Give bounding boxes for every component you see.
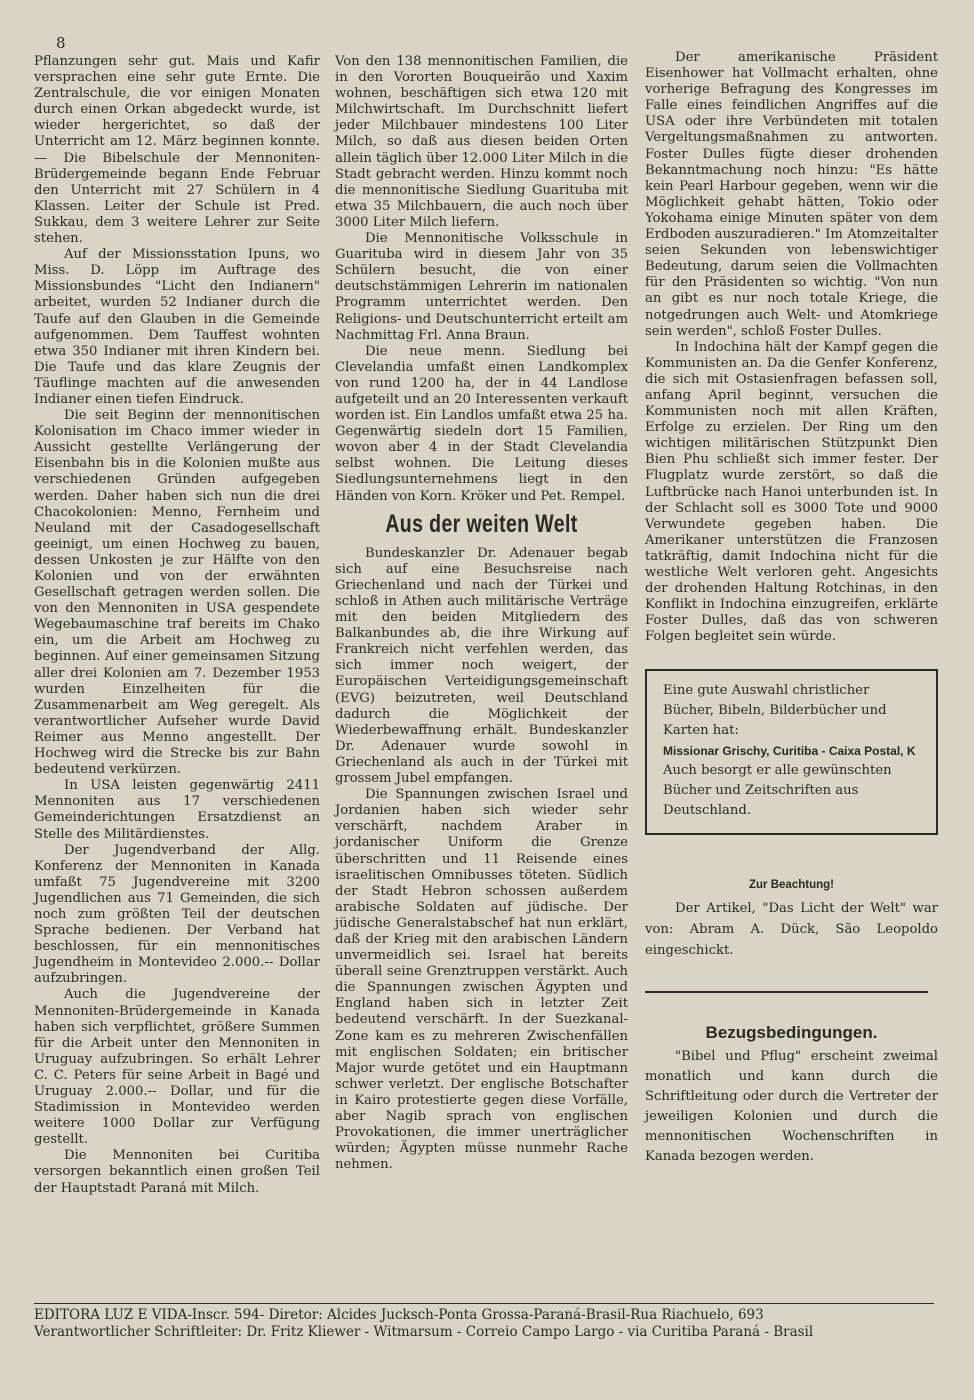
notice-text: Der Artikel, "Das Licht der Welt" war von: Abram A. Dück, São Leopoldo eingeschickt. [645,900,938,958]
paragraph: Von den 138 mennonitischen Familien, die in den Vororten Bouqueirão und Xaxim wohnen, beschäftigen sich etwa 120 mit Milchwirtschaft. Im Durchschnitt liefert jeder Milchbauer mindestens 100 Liter Milch, so daß aus diesen beiden Orten allein täglich über 12.000 Liter Milch in die Stadt gebracht werden. Hinzu kommt noch die mennonitische Siedlung Guarituba mit etwa 35 Milchbauern, die auch noch über 3000 Liter Milch liefern. [335,54,628,230]
imprint-line: EDITORA LUZ E VIDA-Inscr. 594- Diretor: Alcides Jucksch-Ponta Grossa-Paraná-Brasil-Rua Riachuelo, 693 [34,1307,764,1323]
advertisement-box [645,669,938,835]
column-2 [335,54,628,1173]
subscription-title: Bezugsbedingungen. [705,1022,878,1042]
paragraph: Pflanzungen sehr gut. Mais und Kafir versprachen eine sehr gute Ernte. Die Zentralschule, die vor einigen Monaten durch einen Orkan abgedeckt wurde, ist wieder hergerichtet, so daß der Unterricht am 12. März beginnen konnte. — Die Bibelschule der Mennoniten-Brüdergemeinde begann Ende Februar den Unterricht mit 27 Schülern in 4 Klassen. Leiter der Schule ist Pred. Sukkau, dem 3 weitere Lehrer zur Seite stehen. [34,54,320,247]
notice-title: Zur Beachtung! [749,879,834,892]
paragraph: Auf der Missionsstation Ipuns, wo Miss. D. Löpp im Auftrage des Missionsbundes "Licht den Indianern" arbeitet, wurden 52 Indianer durch die Taufe auf den Glauben in die Gemeinde aufgenommen. Dem Tauffest wohnten etwa 350 Indianer mit ihren Kindern bei. Die Taufe und das klare Zeugnis der Täuflinge machten auf die anwesenden Indianer einen tiefen Eindruck. [34,247,320,407]
divider [645,991,928,993]
paragraph: Die neue menn. Siedlung bei Clevelandia umfaßt einen Landkomplex von rund 1200 ha, der in 44 Landlose aufgeteilt und an 20 Interessenten verkauft worden ist. Ein Landlos umfaßt etwa 25 ha. Gegenwärtig siedeln dort 15 Familien, wovon aber 4 in der Stadt Clevelandia selbst wohnen. Die Leitung dieses Siedlungsunternehmens liegt in den Händen von Korn. Kröker und Pet. Rempel. [335,343,628,504]
column-3 [645,50,938,1167]
ad-text: Auch besorgt er alle gewünschten Bücher und Zeitschriften aus Deutschland. [663,763,892,819]
paragraph: Auch die Jugendvereine der Mennoniten-Brüdergemeinde in Kanada haben sich verpflichtet, größere Summen für die Arbeit unter den Mennoniten in Uruguay aufzubringen. So erhält Lehrer C. C. Peters für seine Arbeit in Bagé und Uruguay 2.000.-- Dollar, und für die Stadimission in Montevideo werden weitere 1000 Dollar zur Verfügung gestellt. [34,987,320,1148]
paragraph: In USA leisten gegenwärtig 2411 Mennoniten aus 17 verschiedenen Gemeinderichtungen Ersatzdienst an Stelle des Militärdienstes. [34,778,320,842]
imprint-line: Verantwortlicher Schriftleiter: Dr. Fritz Kliewer - Witmarsum - Correio Campo Largo - via Curitiba Paraná - Brasil [34,1324,814,1340]
column-1 [34,54,320,1197]
paragraph: In Indochina hält der Kampf gegen die Kommunisten an. Da die Genfer Konferenz, die sich mit Ostasienfragen befassen soll, anfang April beginnt, versuchen die Kommunisten noch mit allen Kräften, Erfolge zu erzielen. Der Ring um den wichtigen militärischen Stützpunkt Dien Bien Phu schließt sich immer fester. Der Flugplatz wurde zerstört, so daß die Luftbrücke nach Hanoi unterbunden ist. In der Schlacht soll es 3000 Tote und 9000 Verwundete gegeben haben. Die Amerikaner unterstützen die Franzosen tatkräftig, damit Indochina nicht für die westliche Welt verloren geht. Angesichts der drohenden Haltung Rotchinas, in den Konflikt in Indochina einzugreifen, erklärte Foster Dulles, daß das von schweren Folgen begleitet sein würde. [645,339,938,645]
paragraph: Der amerikanische Präsident Eisenhower hat Vollmacht erhalten, ohne vorherige Befragung des Kongresses im Falle eines feindlichen Angriffes auf die USA oder ihre Verbündeten mit totalen Vergeltungsmaßnahmen zu antworten. Foster Dulles fügte dieser drohenden Bekanntmachung noch hinzu: "Es hätte kein Pearl Harbour gegeben, wenn wir die Möglichkeit gehabt hätten, Tokio oder Yokohama einige Minuten später von dem Erdboden auszuradieren." Im Atomzeitalter seien Sekunden von lebenswichtiger Bedeutung, darum seien die Vollmachten für den Präsidenten so wichtig. "Von nun an gibt es nur noch totale Kriege, die notgedrungen auch Welt- und Atomkriege sein werden", schloß Foster Dulles. [645,50,938,339]
paragraph: Die Mennonitische Volksschule in Guarituba wird in diesem Jahr von 35 Schülern besucht, die von einer deutschstämmigen Lehrerin im nationalen Programm unterrichtet werden. Den Religions- und Deutschunterricht erteilt am Nachmittag Frl. Anna Braun. [335,231,628,343]
ad-contact: Missionar Grischy, Curitiba - Caixa Postal, K [663,744,916,759]
imprint-footer [34,1303,934,1341]
paragraph: Die Spannungen zwischen Israel und Jordanien haben sich wieder sehr verschärft, nachdem Araber in jordanischer Uniform die Grenze überschritten und 11 Reisende eines israelitischen Omnibusses töteten. Südlich der Stadt Hebron schossen außerdem arabische Soldaten auf jüdische. Der jüdische Generalstabschef hat nun erklärt, daß der Krieg mit den arabischen Ländern unvermeidlich sei. Israel hat bereits überall seine Grenztruppen verstärkt. Auch die Spannungen zwischen Ägypten und England haben sich in letzter Zeit bedeutend verschärft. In der Suezkanal-Zone kam es zu mehreren Zwischenfällen mit englischen Soldaten; ein britischer Major wurde getötet und ein Hauptmann schwer verletzt. Der englische Botschafter in Kairo protestierte gegen diese Vorfälle, aber Nagib sprach von englischen Provokationen, die immer unerträglicher würden; Ägypten müsse nunmehr Rache nehmen. [335,787,628,1173]
page-number: 8 [56,34,66,52]
section-heading: Aus der weiten Welt [385,509,578,538]
paragraph: Der Jugendverband der Allg. Konferenz der Mennoniten in Kanada umfaßt 75 Jugendvereine mit 3200 Jugendlichen aus 71 Gemeinden, die sich noch zum größten Teil der deutschen Sprache bedienen. Der Verband hat beschlossen, für ein mennonitisches Jugendheim in Montevideo 2.000.-- Dollar aufzubringen. [34,842,320,987]
subscription-text: "Bibel und Pflug" erscheint zweimal monatlich und kann durch die Schriftleitung oder durch die Vertreter der jeweiligen Kolonien und durch die mennonitischen Wochenschriften in Kanada bezogen werden. [645,1048,938,1164]
paragraph: Die Mennoniten bei Curitiba versorgen bekanntlich einen großen Teil der Hauptstadt Paraná mit Milch. [34,1148,320,1196]
ad-text: Eine gute Auswahl christlicher Bücher, Bibeln, Bilderbücher und Karten hat: [663,683,887,739]
paragraph: Die seit Beginn der mennonitischen Kolonisation im Chaco immer wieder in Aussicht gestellte Verlängerung der Eisenbahn bis in die Kolonien mußte aus verschiedenen Gründen aufgegeben werden. Daher haben sich nun die drei Chacokolonien: Menno, Fernheim und Neuland mit der Casadogesellschaft geeinigt, um einen Hochweg zu bauen, dessen Unkosten je zur Hälfte von den Kolonien und von der erwähnten Gesellschaft getragen werden sollen. Die von den Mennoniten in USA gespendete Wegebaumaschine traf bereits im Chako ein, um die Arbeit am Hochweg zu beginnen. Auf einer gemeinsamen Sitzung aller drei Kolonien am 7. Dezember 1953 wurden Einzelheiten für die Zusammenarbeit am Weg geregelt. Als verantwortlicher Aufseher wurde David Reimer aus Menno angestellt. Der Hochweg wird die Strecke bis zur Bahn bedeutend verkürzen. [34,408,320,778]
paragraph: Bundeskanzler Dr. Adenauer begab sich auf eine Besuchsreise nach Griechenland und nach der Türkei und schloß in Athen auch militärische Verträge mit den beiden Mitgliedern des Balkanbundes ab, die ihre Wirkung auf Frankreich nicht verfehlen werden, das sich immer noch weigert, der Europäischen Verteidigungsgemeinschaft (EVG) beizutreten, weil Deutschland dadurch die Möglichkeit der Wiederbewaffnung erhält. Bundeskanzler Dr. Adenauer wurde sowohl in Griechenland als auch in der Türkei mit grossem Jubel empfangen. [335,545,628,787]
